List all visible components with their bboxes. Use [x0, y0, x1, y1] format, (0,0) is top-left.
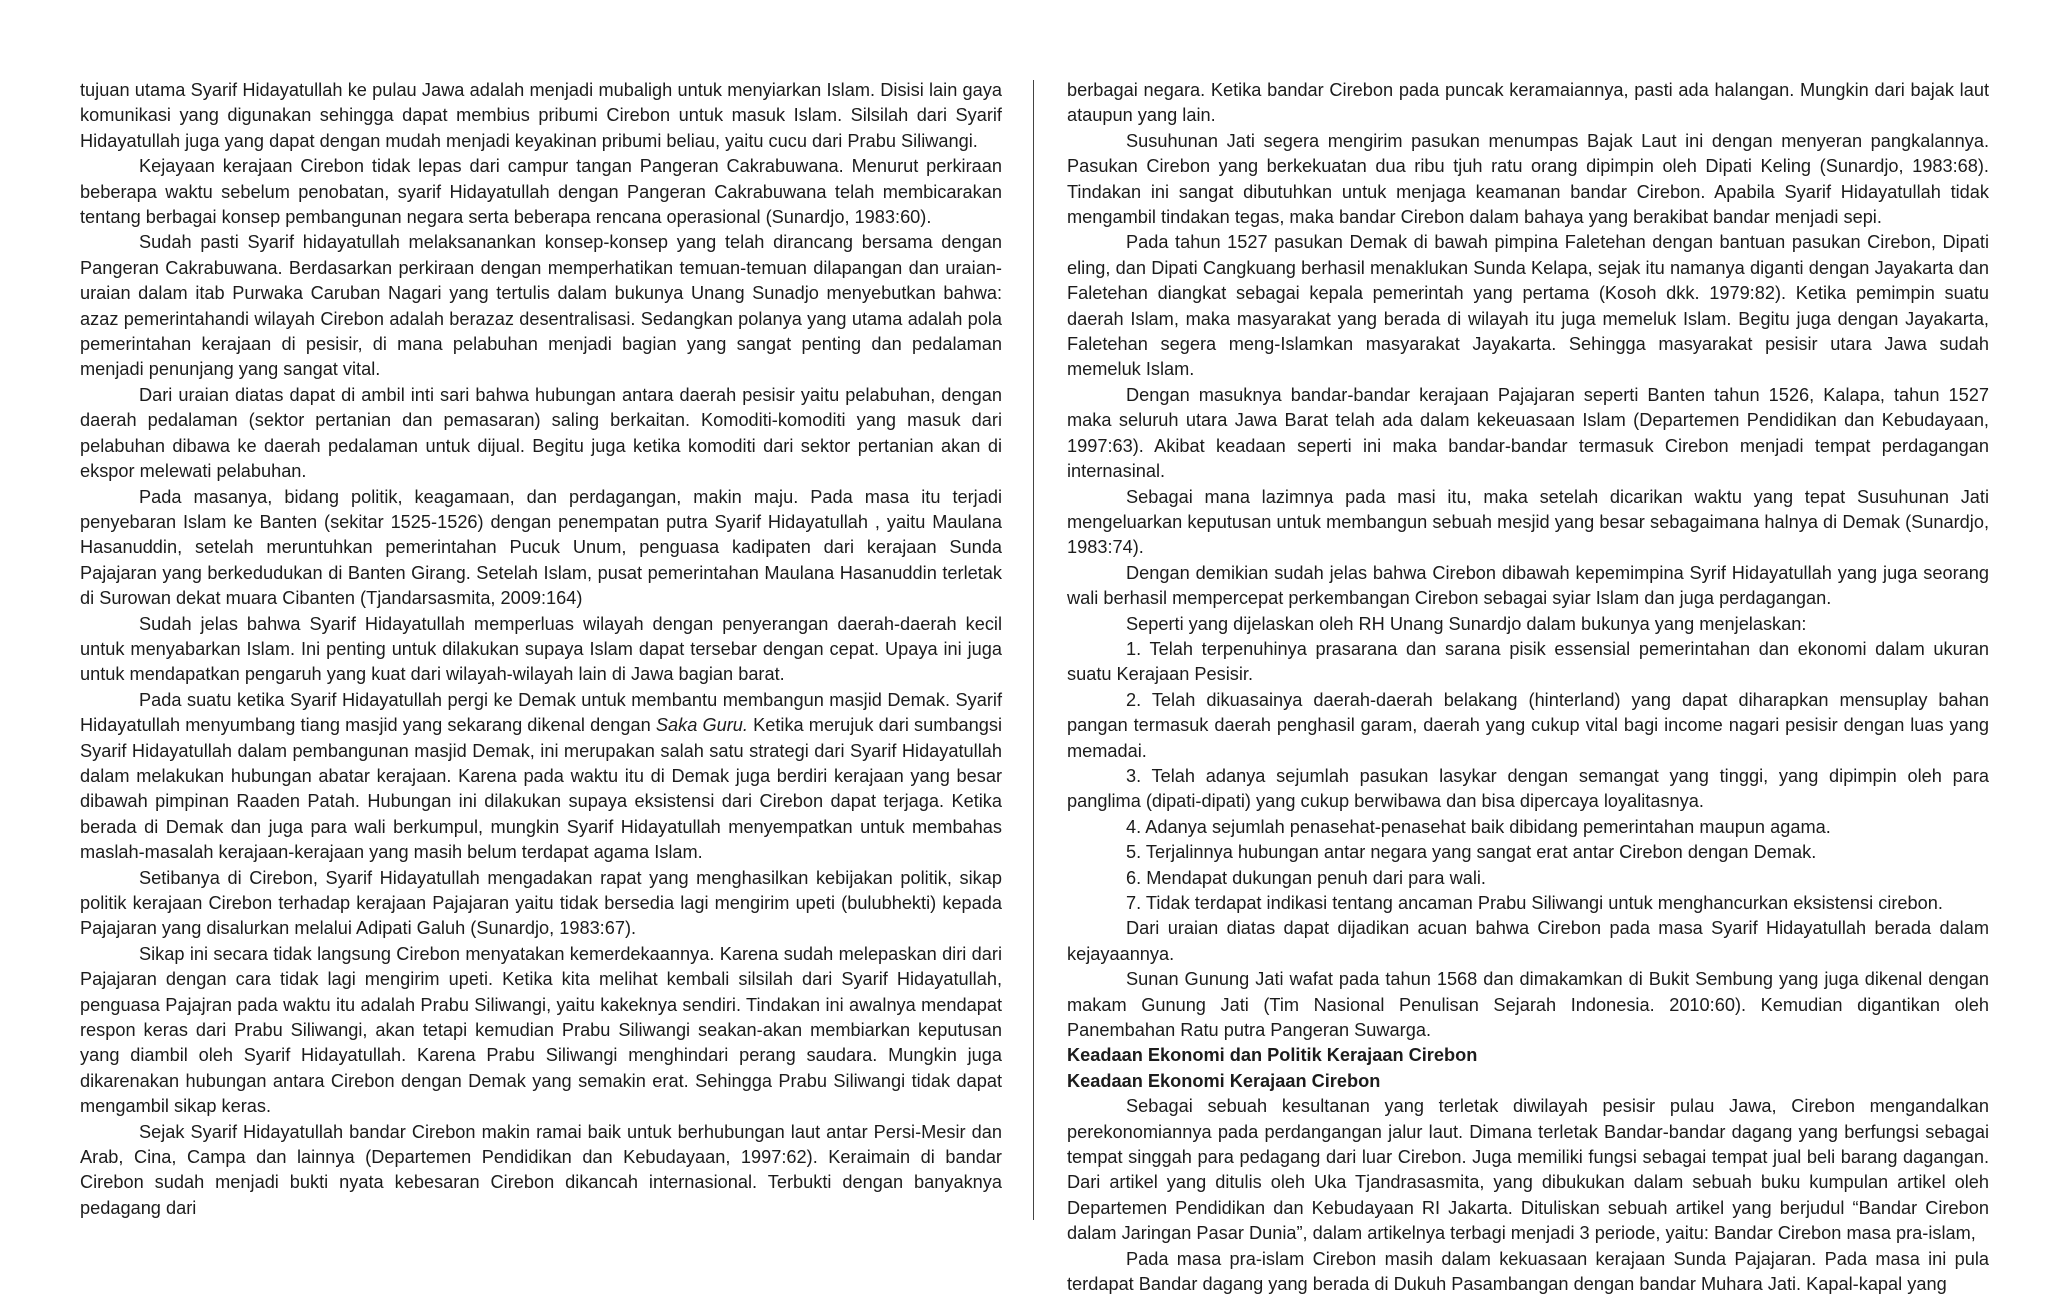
paragraph-text: Pada suatu ketika Syarif Hidayatullah pergi ke Demak untuk membantu membangun masjid Demak. Syarif Hidayatullah menyumbang tiang masjid yang sekarang dikenal dengan: [80, 689, 1002, 736]
list-item: 7. Tidak terdapat indikasi tentang ancaman Prabu Siliwangi untuk menghancurkan eksistensi cirebon.: [1126, 893, 1943, 913]
paragraph: Sunan Gunung Jati wafat pada tahun 1568 dan dimakamkan di Bukit Sembung yang juga dikenal dengan makam Gunung Jati (Tim Nasional Penulisan Sejarah Indonesia. 2010:60). Kemudian digantikan oleh Panembahan Ratu putra Pangeran Suwarga.: [1067, 969, 1989, 1041]
column-divider: [1033, 80, 1034, 1220]
paragraph: tujuan utama Syarif Hidayatullah ke pulau Jawa adalah menjadi mubaligh untuk menyiarkan Islam. Disisi lain gaya komunikasi yang digunakan sehingga dapat membius pribumi Cirebon untuk masuk Islam. Silsilah dari Syarif Hidayatullah juga yang dapat dengan mudah menjadi keyakinan pribumi beliau, yaitu cucu dari Prabu Siliwangi.: [80, 80, 1002, 151]
section-heading: Keadaan Ekonomi dan Politik Kerajaan Cirebon: [1067, 1045, 1478, 1066]
subsection-heading: Keadaan Ekonomi Kerajaan Cirebon: [1067, 1070, 1381, 1091]
paragraph: Dengan demikian sudah jelas bahwa Cirebon dibawah kepemimpina Syrif Hidayatullah yang juga seorang wali berhasil mempercepat perkembangan Cirebon sebagai syiar Islam dan juga perdagangan.: [1067, 562, 1989, 609]
paragraph: berbagai negara. Ketika bandar Cirebon pada puncak keramaiannya, pasti ada halangan. Mungkin dari bajak laut ataupun yang lain.: [1067, 80, 1989, 126]
list-item: 3. Telah adanya sejumlah pasukan lasykar dengan semangat yang tinggi, yang dipimpin oleh para panglima (dipati-dipati) yang cukup berwibawa dan bisa dipercaya loyalitasnya.: [1067, 765, 1989, 812]
paragraph: Sudah pasti Syarif hidayatullah melaksanankan konsep-konsep yang telah dirancang bersama dengan Pangeran Cakrabuwana. Berdasarkan perkiraan dengan memperhatikan temuan-temuan dilapangan dan uraian-uraian dalam itab Purwaka Caruban Nagari yang tertulis dalam bukunya Unang Sunadjo menyebutkan bahwa: azaz pemerintahandi wilayah Cirebon adalah berazaz desentralisasi. Sedangkan polanya yang utama adalah pola pemerintahan kerajaan di pesisir, di mana pelabuhan menjadi bagian yang sangat penting dan pedalaman menjadi penunjang yang sangat vital.: [80, 232, 1002, 380]
paragraph: Sebagai mana lazimnya pada masi itu, maka setelah dicarikan waktu yang tepat Susuhunan Jati mengeluarkan keputusan untuk membangun sebuah mesjid yang besar sebagaimana halnya di Demak (Sunardjo, 1983:74).: [1067, 486, 1989, 558]
paragraph: Susuhunan Jati segera mengirim pasukan menumpas Bajak Laut ini dengan menyeran pangkalannya. Pasukan Cirebon yang berkekuatan dua ribu tjuh ratu orang dipimpin oleh Dipati Keling (Sunardjo, 1983:68). Tindakan ini sangat dibutuhkan untuk menjaga keamanan bandar Cirebon. Apabila Syarif Hidayatullah tidak mengambil tindakan tegas, maka bandar Cirebon dalam bahaya yang berakibat bandar menjadi sepi.: [1067, 130, 1989, 228]
paragraph: Sejak Syarif Hidayatullah bandar Cirebon makin ramai baik untuk berhubungan laut antar Persi-Mesir dan Arab, Cina, Campa dan lainnya (Departemen Pendidikan dan Kebudayaan, 1997:62). Keraimain di bandar Cirebon sudah menjadi bukti nyata kebesaran Cirebon dikancah internasional. Terbukti dengan banyaknya pedagang dari: [80, 1121, 1002, 1218]
paragraph-text: Ketika merujuk dari sumbangsi Syarif Hidayatullah dalam pembangunan masjid Demak, ini merupakan salah satu strategi dari Syarif Hidayatullah dalam melakukan hubungan abatar kerajaan. Karena pada waktu itu di Demak juga berdiri kerajaan yang besar dibawah pimpinan Raaden Patah. Hubungan ini dilakukan supaya eksistensi dari Cirebon dapat terjaga. Ketika berada di Demak dan juga para wali berkumpul, mungkin Syarif Hidayatullah menyempatkan untuk membahas maslah-masalah kerajaan-kerajaan yang masih belum terdapat agama Islam.: [80, 715, 1003, 863]
paragraph: Setibanya di Cirebon, Syarif Hidayatullah mengadakan rapat yang menghasilkan kebijakan politik, sikap politik kerajaan Cirebon terhadap kerajaan Pajajaran yaitu tidak bersedia lagi mengirim upeti (bulubhekti) kepada Pajajaran yang disalurkan melalui Adipati Galuh (Sunardjo, 1983:67).: [80, 867, 1002, 939]
list-item: 6. Mendapat dukungan penuh dari para wali.: [1126, 867, 1486, 888]
paragraph: Pada masanya, bidang politik, keagamaan, dan perdagangan, makin maju. Pada masa itu terjadi penyebaran Islam ke Banten (sekitar 1525-1526) dengan penempatan putra Syarif Hidayatullah , yaitu Maulana Hasanuddin, setelah meruntuhkan pemerintahan Pucuk Unum, penguasa kadipaten dari kerajaan Sunda Pajajaran yang berkedudukan di Banten Girang. Setelah Islam, pusat pemerintahan Maulana Hasanuddin terletak di Surowan dekat muara Cibanten (Tjandarsasmita, 2009:164): [80, 486, 1002, 609]
paragraph: Seperti yang dijelaskan oleh RH Unang Sunardjo dalam bukunya yang menjelaskan:: [1126, 613, 1807, 634]
paragraph: Dari uraian diatas dapat dijadikan acuan bahwa Cirebon pada masa Syarif Hidayatullah berada dalam kejayaannya.: [1067, 918, 1989, 964]
list-item: 2. Telah dikuasainya daerah-daerah belakang (hinterland) yang dapat diharapkan mensuplay bahan pangan termasuk daerah penghasil garam, daerah yang cukup vital bagi income nagari pesisir dengan luas yang memadai.: [1067, 689, 1989, 761]
right-column: [1067, 78, 1989, 1298]
list-item: 4. Adanya sejumlah penasehat-penasehat baik dibidang pemerintahan maupun agama.: [1126, 816, 1831, 837]
paragraph: Dari uraian diatas dapat di ambil inti sari bahwa hubungan antara daerah pesisir yaitu pelabuhan, dengan daerah pedalaman (sektor pertanian dan pemasaran) saling berkaitan. Komoditi-komoditi yang masuk dari pelabuhan dibawa ke daerah pedalaman untuk dijual. Begitu juga ketika komoditi dari sektor pertanian akan di ekspor melewati pelabuhan.: [80, 384, 1002, 482]
paragraph: Kejayaan kerajaan Cirebon tidak lepas dari campur tangan Pangeran Cakrabuwana. Menurut perkiraan beberapa waktu sebelum penobatan, syarif Hidayatullah dengan Pangeran Cakrabuwana telah membicarakan tentang berbagai konsep pembangunan negara serta beberapa rencana operasional (Sunardjo, 1983:60).: [80, 156, 1002, 228]
left-column: [80, 78, 1002, 1221]
paragraph: Dengan masuknya bandar-bandar kerajaan Pajajaran seperti Banten tahun 1526, Kalapa, tahun 1527 maka seluruh utara Jawa Barat telah ada dalam kekeuasaan Islam (Departemen Pendidikan dan Kebudayaan, 1997:63). Akibat keadaan seperti ini maka bandar-bandar termasuk Cirebon menjadi tempat perdagangan internasinal.: [1067, 384, 1989, 482]
italic-term: Saka Guru.: [655, 715, 748, 736]
list-item: 1. Telah terpenuhinya prasarana dan sarana pisik essensial pemerintahan dan ekonomi dalam ukuran suatu Kerajaan Pesisir.: [1067, 638, 1989, 685]
paragraph: Sudah jelas bahwa Syarif Hidayatullah memperluas wilayah dengan penyerangan daerah-daerah kecil untuk menyabarkan Islam. Ini penting untuk dilakukan supaya Islam dapat tersebar dengan cepat. Upaya ini juga untuk mendapatkan pengaruh yang kuat dari wilayah-wilayah lain di Jawa bagian barat.: [80, 613, 1002, 685]
paragraph: Sebagai sebuah kesultanan yang terletak diwilayah pesisir pulau Jawa, Cirebon mengandalkan perekonomiannya pada perdangangan jalur laut. Dimana terletak Bandar-bandar dagang yang berfungsi sebagai tempat singgah para pedagang dari luar Cirebon. Juga memiliki fungsi sebagai tempat jual beli barang dagangan. Dari artikel yang ditulis oleh Uka Tjandrasasmita, yang dibukukan dalam sebuah buku kumpulan artikel oleh Departemen Pendidikan dan Kebudayaan RI Jakarta. Dituliskan sebuah artikel yang berjudul “Bandar Cirebon dalam Jaringan Pasar Dunia”, dalam artikelnya terbagi menjadi 3 periode, yaitu: Bandar Cirebon masa pra-islam,: [1067, 1096, 1989, 1244]
paragraph: Pada masa pra-islam Cirebon masih dalam kekuasaan kerajaan Sunda Pajajaran. Pada masa ini pula terdapat Bandar dagang yang berada di Dukuh Pasambangan dengan bandar Muhara Jati. Kapal-kapal yang: [1067, 1248, 1989, 1295]
paragraph: Sikap ini secara tidak langsung Cirebon menyatakan kemerdekaannya. Karena sudah melepaskan diri dari Pajajaran dengan cara tidak lagi mengirim upeti. Ketika kita melihat kembali silsilah dari Syarif Hidayatullah, penguasa Pajajran pada waktu itu adalah Prabu Siliwangi, yaitu kakeknya sendiri. Tindakan ini awalnya mendapat respon keras dari Prabu Siliwangi, akan tetapi kemudian Prabu Siliwangi seakan-akan membiarkan keputusan yang diambil oleh Syarif Hidayatullah. Karena Prabu Siliwangi menghindari perang saudara. Mungkin juga dikarenakan hubungan antara Cirebon dengan Demak yang semakin erat. Sehingga Prabu Siliwangi tidak dapat mengambil sikap keras.: [80, 943, 1002, 1117]
paragraph: [80, 688, 1002, 866]
paragraph: Pada tahun 1527 pasukan Demak di bawah pimpina Faletehan dengan bantuan pasukan Cirebon, Dipati eling, dan Dipati Cangkuang berhasil menaklukan Sunda Kelapa, sejak itu namanya diganti dengan Jayakarta dan Faletehan diangkat sebagai kepala pemerintah yang pertama (Kosoh dkk. 1979:82). Ketika pemimpin suatu daerah Islam, maka masyarakat yang berada di wilayah itu juga memeluk Islam. Begitu juga dengan Jayakarta, Faletehan segera meng-Islamkan masyarakat Jayakarta. Sehingga masyarakat pesisir utara Jawa sudah memeluk Islam.: [1067, 232, 1989, 380]
list-item: 5. Terjalinnya hubungan antar negara yang sangat erat antar Cirebon dengan Demak.: [1126, 842, 1817, 863]
